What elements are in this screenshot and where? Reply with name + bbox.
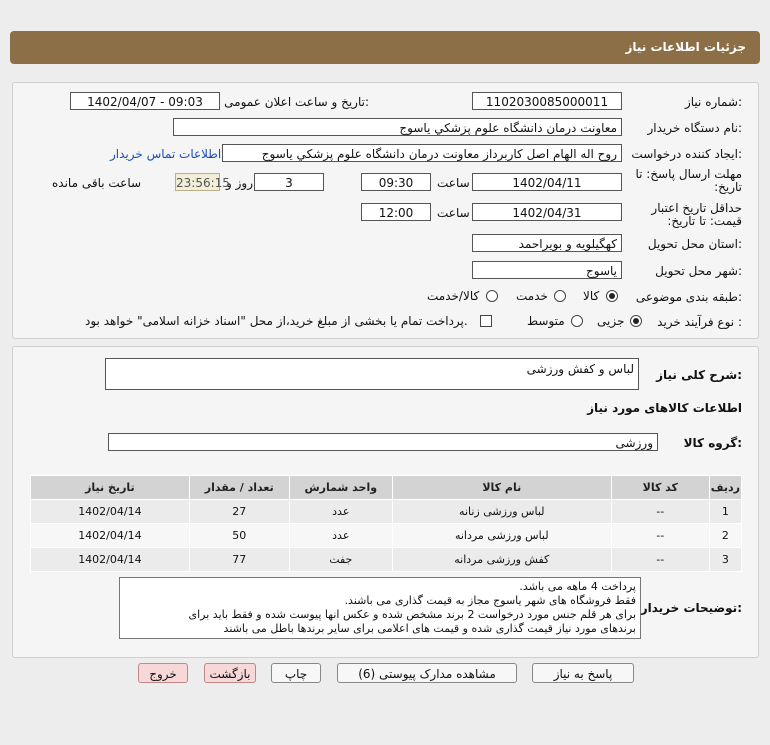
print-button[interactable]: چاپ — [271, 663, 321, 683]
deadline-label: مهلت ارسال پاسخ: تا تاریخ: — [635, 167, 742, 194]
cell-name: لباس ورزشی زنانه — [392, 500, 611, 524]
table-row — [31, 548, 742, 572]
requester-label: ایجاد کننده درخواست: — [631, 147, 742, 161]
column-header-code: کد کالا — [611, 476, 709, 500]
goods-group-field: ورزشی — [108, 433, 658, 451]
cell-date: 1402/04/14 — [31, 524, 190, 548]
category-option-goods: کالا — [583, 289, 600, 303]
reply-button[interactable]: پاسخ به نیاز — [532, 663, 634, 683]
process-label: نوع فرآیند خرید : — [657, 315, 742, 329]
view-attachments-button[interactable]: مشاهده مدارک پیوستی (6) — [337, 663, 517, 683]
table-row — [31, 500, 742, 524]
validity-date-field: 1402/04/31 — [472, 203, 622, 221]
column-header-name: نام کالا — [392, 476, 611, 500]
deadline-time-field: 09:30 — [361, 173, 431, 191]
column-header-quantity: تعداد / مقدار — [189, 476, 289, 500]
city-label: شهر محل تحویل: — [655, 264, 742, 278]
cell-unit: عدد — [289, 524, 392, 548]
buyer-notes-label: توضیحات خریدار: — [640, 601, 742, 615]
cell-row-number: 2 — [709, 524, 741, 548]
column-header-row-number: ردیف — [709, 476, 741, 500]
contact-info-link[interactable]: اطلاعات تماس خریدار — [110, 147, 222, 161]
cell-date: 1402/04/14 — [31, 548, 190, 572]
buyer-note-line: فقط فروشگاه های شهر یاسوج مجاز به قیمت گذاری می باشند. — [344, 594, 636, 607]
announce-label: تاریخ و ساعت اعلان عمومی: — [224, 95, 369, 109]
treasury-payment-checkbox[interactable] — [480, 315, 492, 327]
table-row — [31, 524, 742, 548]
cell-code: -- — [611, 500, 709, 524]
validity-time-field: 12:00 — [361, 203, 431, 221]
buyer-org-field: معاونت درمان دانشگاه علوم پزشکي ياسوج — [173, 118, 622, 136]
cell-date: 1402/04/14 — [31, 500, 190, 524]
cell-unit: عدد — [289, 500, 392, 524]
buyer-org-label: نام دستگاه خریدار: — [647, 121, 742, 135]
remaining-label: ساعت باقی مانده — [52, 176, 142, 190]
category-option-goods-service: کالا/خدمت — [427, 289, 480, 303]
category-label: طبقه بندی موضوعی: — [635, 290, 742, 304]
category-option-service: خدمت — [516, 289, 548, 303]
buyer-notes-box — [119, 577, 641, 639]
city-field: ياسوج — [472, 261, 622, 279]
page-header — [10, 31, 760, 64]
days-label: روز و — [226, 176, 253, 190]
category-radio-goods[interactable] — [606, 290, 618, 302]
deadline-date-field: 1402/04/11 — [472, 173, 622, 191]
province-field: کهگيلويه و بويراحمد — [472, 234, 622, 252]
cell-code: -- — [611, 524, 709, 548]
table-header-row — [31, 476, 742, 500]
exit-button[interactable]: خروج — [138, 663, 188, 683]
cell-quantity: 77 — [189, 548, 289, 572]
treasury-payment-note: پرداخت تمام یا بخشی از مبلغ خرید،از محل "اسناد خزانه اسلامی" خواهد بود. — [85, 314, 468, 328]
back-button[interactable]: بازگشت — [204, 663, 256, 683]
cell-row-number: 1 — [709, 500, 741, 524]
cell-name: لباس ورزشی مردانه — [392, 524, 611, 548]
goods-info-title: اطلاعات کالاهای مورد نیاز — [587, 401, 742, 415]
cell-name: کفش ورزشی مردانه — [392, 548, 611, 572]
remaining-time-field: 23:56:15 — [175, 173, 220, 191]
requester-field: روح اله الهام اصل کاربرداز معاونت درمان دانشگاه علوم پزشکي ياسوج — [222, 144, 622, 162]
validity-label: حداقل تاریخ اعتبار قیمت: تا تاریخ: — [651, 201, 742, 228]
column-header-date: تاریخ نیاز — [31, 476, 190, 500]
cell-quantity: 50 — [189, 524, 289, 548]
category-radio-service[interactable] — [554, 290, 566, 302]
days-field: 3 — [254, 173, 324, 191]
deadline-time-label: ساعت — [437, 176, 470, 190]
cell-code: -- — [611, 548, 709, 572]
description-label: شرح کلی نیاز: — [656, 368, 742, 382]
validity-time-label: ساعت — [437, 206, 470, 220]
description-field: لباس و کفش ورزشی — [105, 358, 639, 390]
page-title: جزئیات اطلاعات نیاز — [625, 40, 746, 54]
announce-datetime-field: 1402/04/07 - 09:03 — [70, 92, 220, 110]
buyer-note-line: پرداخت 4 ماهه می باشد. — [519, 580, 636, 593]
cell-unit: جفت — [289, 548, 392, 572]
province-label: استان محل تحویل: — [647, 237, 742, 251]
buyer-note-line: برای هر قلم جنس مورد درخواست 2 برند مشخص شده و عکس انها پیوست شده و فقط باید برای — [188, 608, 636, 621]
cell-row-number: 3 — [709, 548, 741, 572]
category-radio-goods-service[interactable] — [486, 290, 498, 302]
goods-table — [30, 475, 742, 572]
need-number-field: 1102030085000011 — [472, 92, 622, 110]
process-option-medium: متوسط — [527, 314, 565, 328]
buyer-note-line: برندهای مورد نیاز قیمت گذاری شده و قیمت های اعلامی برای سایر برندها باطل می باشند — [223, 622, 636, 635]
column-header-unit: واحد شمارش — [289, 476, 392, 500]
process-radio-medium[interactable] — [571, 315, 583, 327]
process-radio-minor[interactable] — [630, 315, 642, 327]
goods-group-label: گروه کالا: — [683, 436, 742, 450]
cell-quantity: 27 — [189, 500, 289, 524]
need-number-label: شماره نیاز: — [684, 95, 742, 109]
process-option-minor: جزیی — [597, 314, 625, 328]
